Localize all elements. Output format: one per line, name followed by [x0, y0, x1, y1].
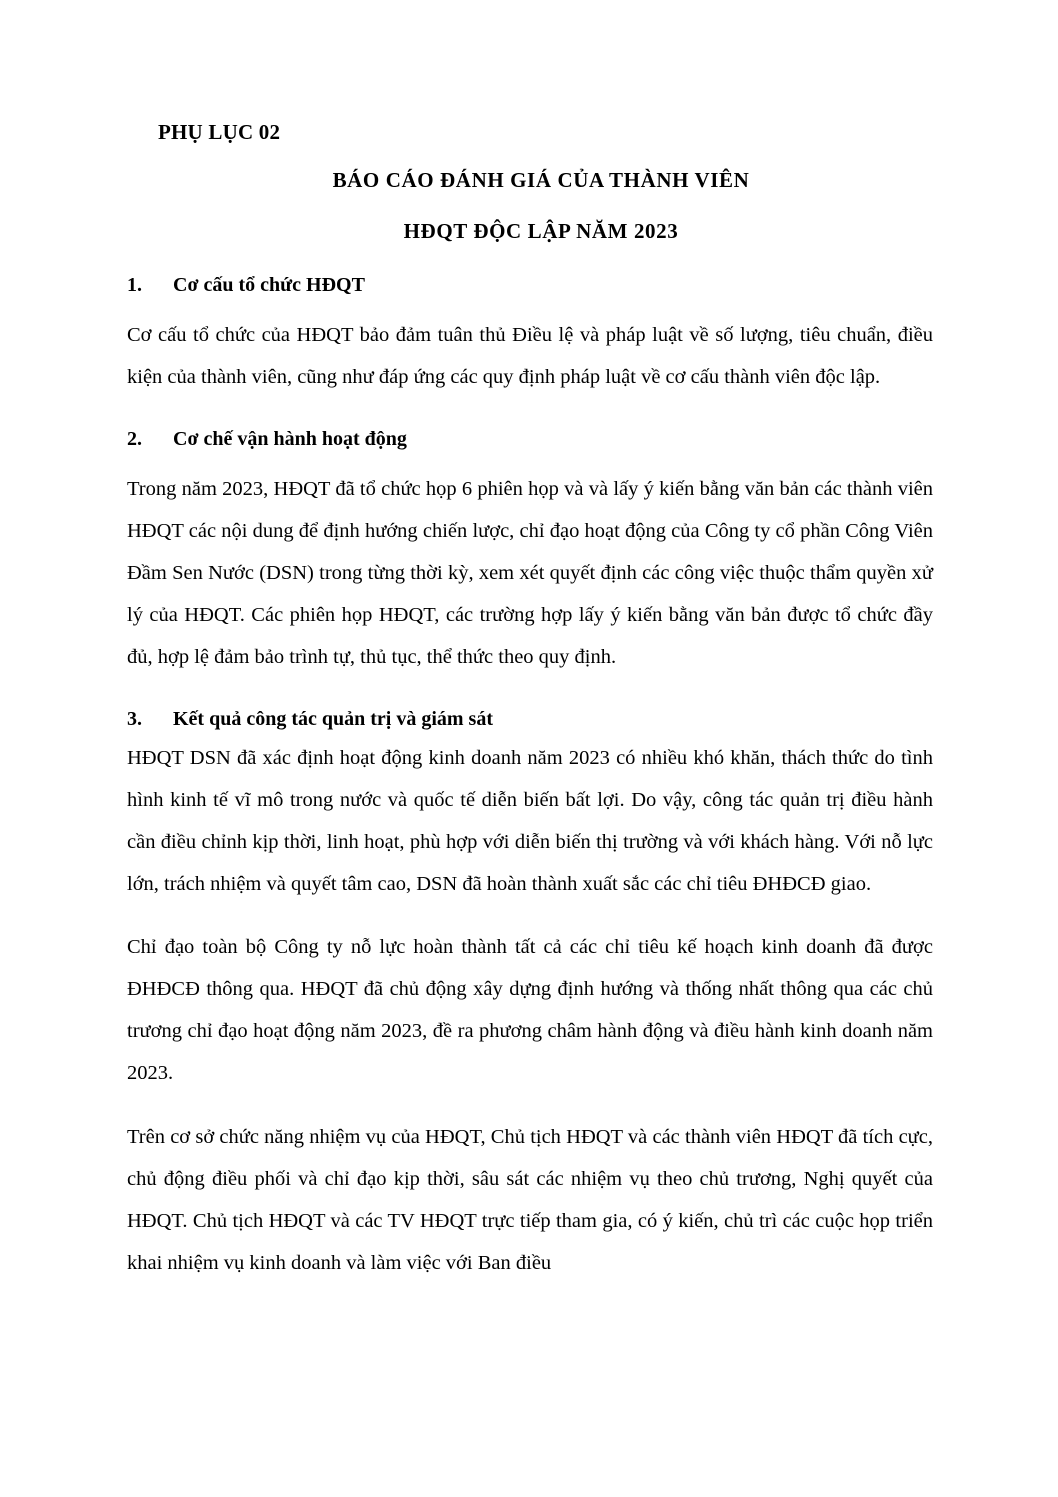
section-title-2: Cơ chế vận hành hoạt động — [173, 428, 407, 451]
section-2-paragraph-1: Trong năm 2023, HĐQT đã tổ chức họp 6 phiên họp và và lấy ý kiến bằng văn bản các thành viên HĐQT các nội dung để định hướng chiến lược, chỉ đạo hoạt động của Công ty cổ phần Công Viên Đầm Sen Nước (DSN) trong từng thời kỳ, xem xét quyết định các công việc thuộc thẩm quyền xử lý của HĐQT. Các phiên họp HĐQT, các trường hợp lấy ý kiến bằng văn bản được tổ chức đầy đủ, hợp lệ đảm bảo trình tự, thủ tục, thể thức theo quy định. — [127, 478, 933, 669]
document-label: PHỤ LỤC 02 — [158, 120, 281, 144]
section-heading-3 — [127, 708, 933, 731]
section-3-paragraph-2: Chỉ đạo toàn bộ Công ty nỗ lực hoàn thành tất cả các chỉ tiêu kế hoạch kinh doanh đã được ĐHĐCĐ thông qua. HĐQT đã chủ động xây dựng định hướng và thống nhất thông qua các chủ trương chỉ đạo hoạt động năm 2023, đề ra phương châm hành động và điều hành kinh doanh năm 2023. — [127, 936, 933, 1085]
document-title-block — [127, 168, 933, 244]
section-title-1: Cơ cấu tổ chức HĐQT — [173, 274, 365, 297]
document-content — [127, 118, 933, 1284]
section-number-2: 2. — [127, 428, 142, 451]
section-title-3: Kết quả công tác quản trị và giám sát — [173, 708, 493, 731]
document-subtitle: HĐQT ĐỘC LẬP NĂM 2023 — [403, 219, 679, 244]
document-title: BÁO CÁO ĐÁNH GIÁ CỦA THÀNH VIÊN — [332, 168, 750, 193]
section-heading-1 — [127, 274, 933, 297]
section-1-paragraph-1: Cơ cấu tổ chức của HĐQT bảo đảm tuân thủ Điều lệ và pháp luật về số lượng, tiêu chuẩn, điều kiện của thành viên, cũng như đáp ứng các quy định pháp luật về cơ cấu thành viên độc lập. — [127, 324, 933, 389]
section-number-1: 1. — [127, 274, 142, 297]
section-heading-2 — [127, 428, 933, 451]
section-number-3: 3. — [127, 708, 142, 731]
section-3-paragraph-1: HĐQT DSN đã xác định hoạt động kinh doanh năm 2023 có nhiều khó khăn, thách thức do tình hình kinh tế vĩ mô trong nước và quốc tế diễn biến bất lợi. Do vậy, công tác quản trị điều hành cần điều chỉnh kịp thời, linh hoạt, phù hợp với diễn biến thị trường và với khách hàng. Với nỗ lực lớn, trách nhiệm và quyết tâm cao, DSN đã hoàn thành xuất sắc các chỉ tiêu ĐHĐCĐ giao. — [127, 747, 933, 896]
section-3-paragraph-3: Trên cơ sở chức năng nhiệm vụ của HĐQT, Chủ tịch HĐQT và các thành viên HĐQT đã tích cực, chủ động điều phối và chỉ đạo kịp thời, sâu sát các nhiệm vụ theo chủ trương, Nghị quyết của HĐQT. Chủ tịch HĐQT và các TV HĐQT trực tiếp tham gia, có ý kiến, chủ trì các cuộc họp triển khai nhiệm vụ kinh doanh và làm việc với Ban điều — [127, 1126, 933, 1275]
